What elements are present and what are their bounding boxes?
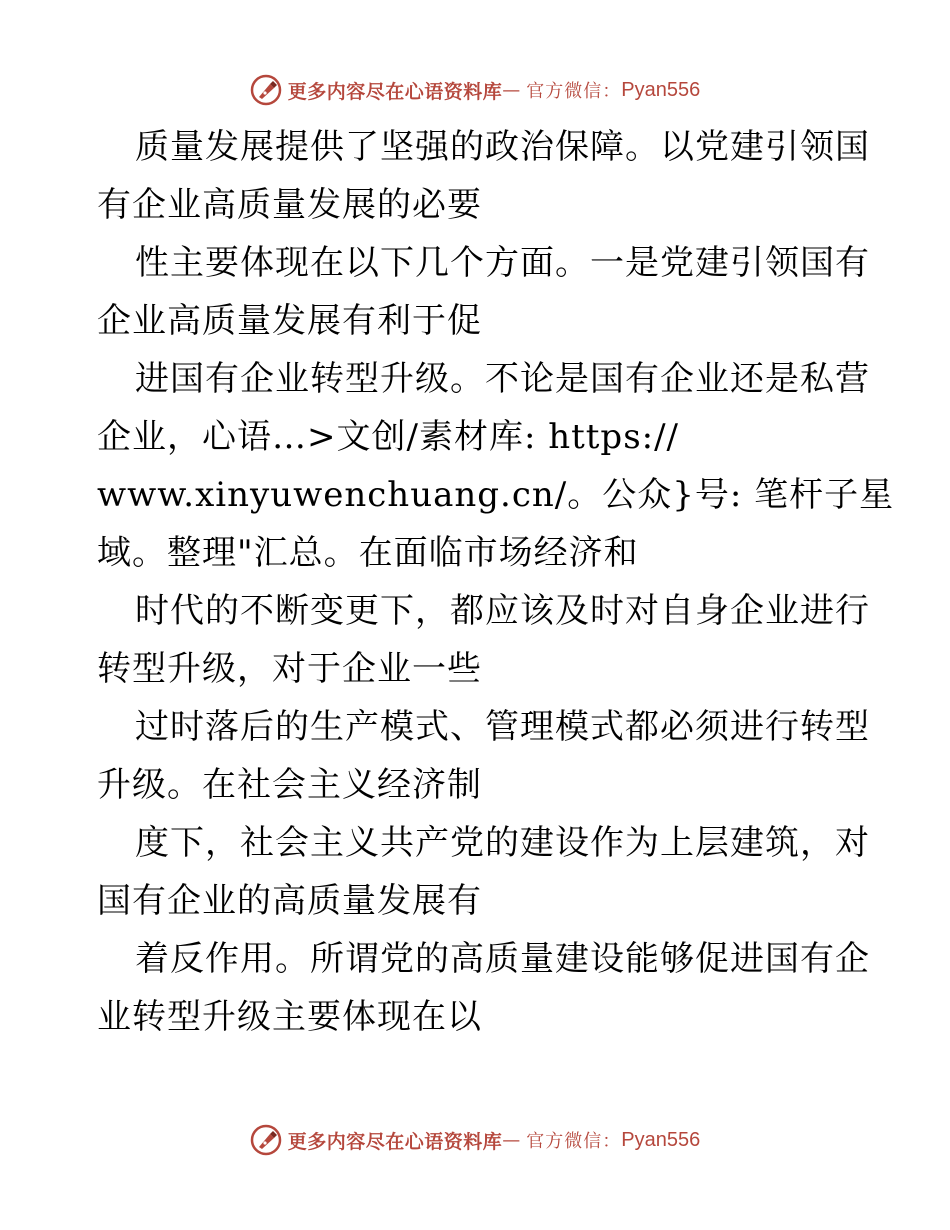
header-wechat-label: 官方微信： [526,81,622,102]
body-line: 性主要体现在以下几个方面。一是党建引领国有 [135,243,870,283]
body-line: 度下，社会主义共产党的建设作为上层建筑，对 [135,823,870,863]
body-line: 质量发展提供了坚强的政治保障。以党建引领国 [135,127,870,167]
footer-separator: — [502,1129,521,1151]
pen-nib-logo-icon [250,74,282,106]
footer-banner [0,1120,950,1160]
body-line: 着反作用。所谓党的高质量建设能够促进国有企 [135,939,870,979]
body-line: 过时落后的生产模式、管理模式都必须进行转型 [135,707,870,747]
document-body [97,118,895,1046]
body-line: 转型升级，对于企业一些 [97,649,482,689]
body-line: 域。整理"汇总。在面临市场经济和 [97,533,639,573]
body-line: 有企业高质量发展的必要 [97,185,482,225]
footer-promo-text: 更多内容尽在心语资料库 [287,1130,503,1153]
body-line: 企业，心语…>文创/素材库: https:// [97,417,680,457]
body-line: www.xinyuwenchuang.cn/。公众}号: 笔杆子星 [97,475,895,515]
body-line: 国有企业的高质量发展有 [97,881,482,921]
header-wechat-id: Pyan556 [621,78,701,101]
header-promo-text: 更多内容尽在心语资料库 [287,80,503,103]
header-separator: — [502,79,521,101]
body-line: 进国有企业转型升级。不论是国有企业还是私营 [135,359,870,399]
body-line: 企业高质量发展有利于促 [97,301,482,341]
body-line: 业转型升级主要体现在以 [97,997,482,1037]
pen-nib-logo-icon [250,1124,282,1156]
body-line: 时代的不断变更下，都应该及时对自身企业进行 [135,591,870,631]
header-banner [0,70,950,110]
body-line: 升级。在社会主义经济制 [97,765,482,805]
footer-wechat-id: Pyan556 [621,1128,701,1151]
footer-wechat-label: 官方微信： [526,1131,622,1152]
